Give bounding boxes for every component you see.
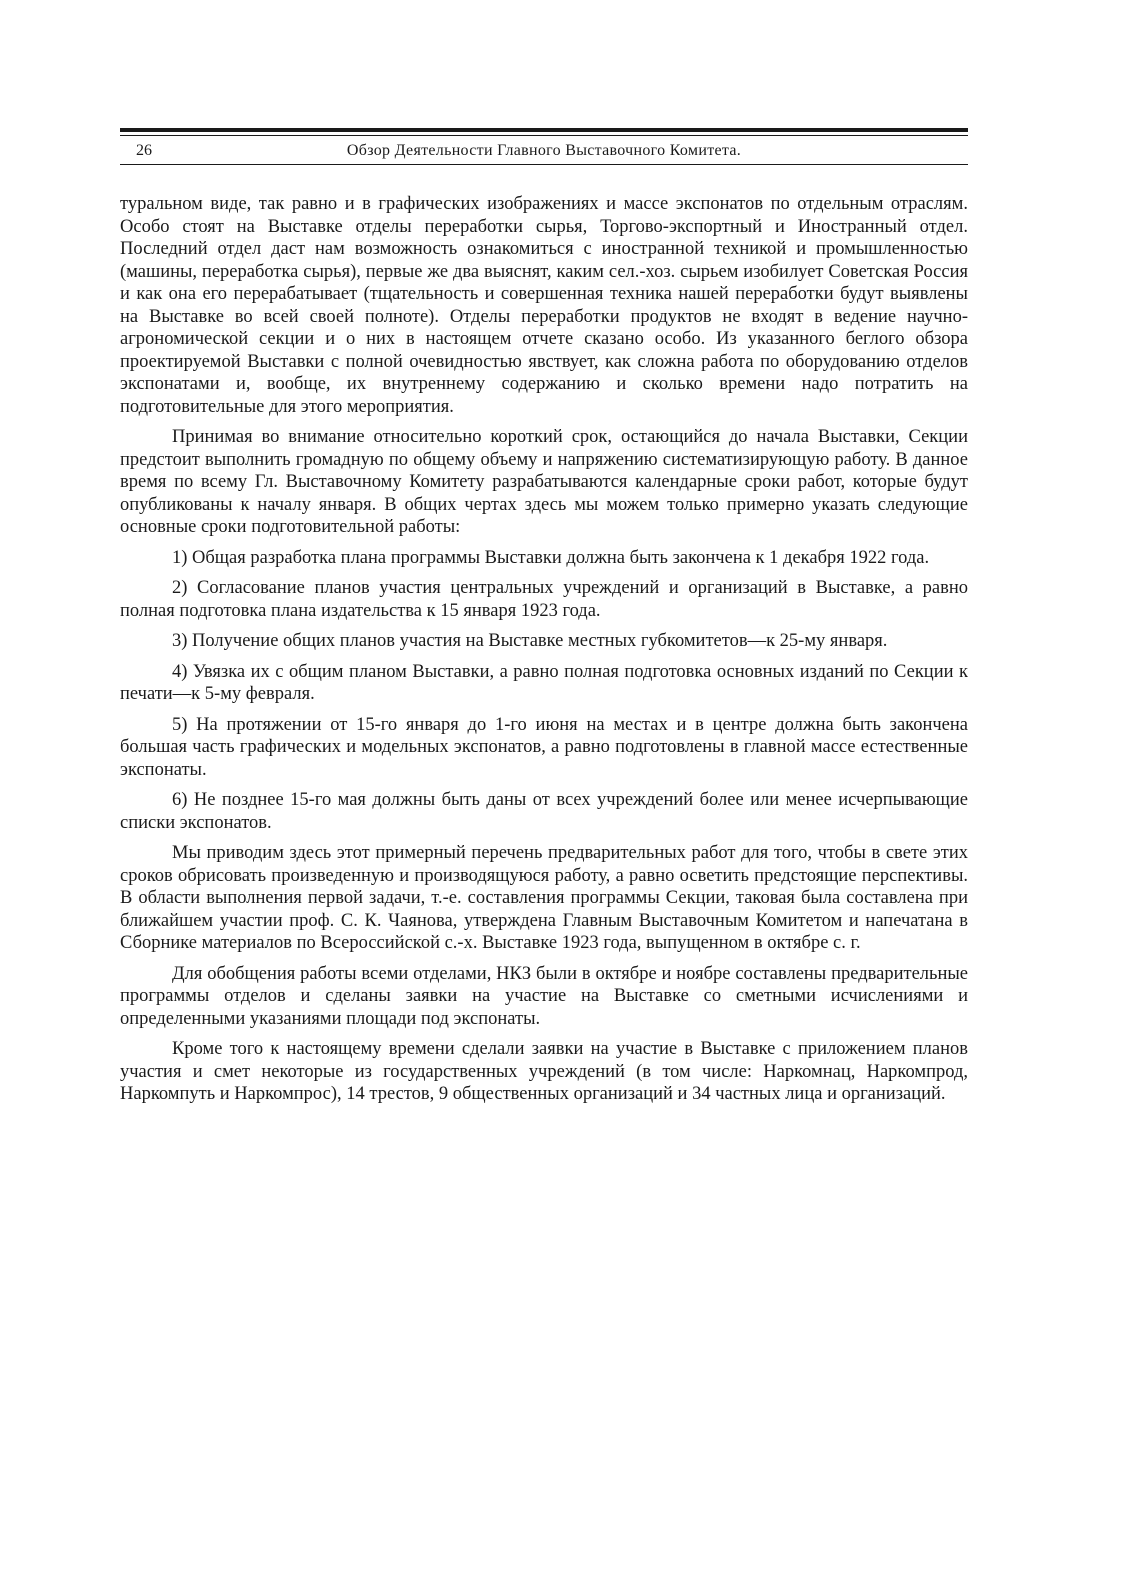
list-item-1: 1) Общая разработка плана программы Выставки должна быть закончена к 1 декабря 1922 года.	[172, 547, 930, 568]
paragraph-continuation: туральном виде, так равно и в графических изображениях и массе экспонатов по отдельным отраслям. Особо стоят на Выставке отделы переработки сырья, Торгово-экспортный и Иностранный отдел. Последний отдел даст нам возможность ознакомиться с иностранной техникой и промышленностью (машины, переработка сырья), первые же два выяснят, каким сел.-хоз. сырьем изобилует Советская Россия и как она его перерабатывает (тщательность и совершенная техника нашей переработки будут выявлены на Выставке во всей своей полноте). Отделы переработки продуктов не входят в ведение научно-агрономической секции и о них в настоящем отчете сказано особо. Из указанного беглого обзора проектируемой Выставки с полной очевидностью явствует, как сложна работа по оборудованию отделов экспонатами и, вообще, их внутреннему содержанию и сколько времени надо потратить на подготовительные для этого мероприятия.	[120, 194, 968, 417]
page-number: 26	[136, 142, 152, 159]
running-title: Обзор Деятельности Главного Выставочного Комитета.	[346, 142, 742, 159]
list-item-6: 6) Не позднее 15-го мая должны быть даны от всех учреждений более или менее исчерпывающие списки экспонатов.	[120, 790, 968, 833]
header-line	[120, 138, 968, 164]
list-item-3: 3) Получение общих планов участия на Выставке местных губкомитетов—к 25-му января.	[172, 631, 888, 651]
list-item-5: 5) На протяжении от 15-го января до 1-го июня на местах и в центре должна быть закончена большая часть графических и модельных экспонатов, а равно подготовлены в главной массе естественные экспонаты.	[120, 714, 968, 780]
paragraph-applications: Кроме того к настоящему времени сделали заявки на участие в Выставке с приложением планов участия и смет некоторые из государственных учреждений (в том числе: Наркомнац, Наркомпрод, Наркомпуть и Наркомпрос), 14 трестов, 9 общественных организаций и 34 частных лица и организаций.	[120, 1039, 968, 1104]
header-rule-under	[120, 164, 968, 165]
list-item-4: 4) Увязка их с общим планом Выставки, а равно полная подготовка основных изданий по Секции к печати—к 5-му февраля.	[120, 661, 968, 704]
header-rule-thick	[120, 128, 968, 132]
paragraph-deadlines-intro: Принимая во внимание относительно короткий срок, остающийся до начала Выставки, Секции предстоит выполнить громадную по общему объему и напряжению систематизирующую работу. В данное время по всему Гл. Выставочному Комитету разрабатываются календарные сроки работ, которые будут опубликованы к началу января. В общих чертах здесь мы можем только примерно указать следующие основные сроки подготовительной работы:	[120, 427, 968, 537]
header-rule-thin	[120, 135, 968, 136]
list-item-2: 2) Согласование планов участия центральных учреждений и организаций в Выставке, а равно полная подготовка плана издательства к 15 января 1923 года.	[120, 578, 968, 621]
page-header	[120, 128, 968, 165]
paragraph-nkz: Для обобщения работы всеми отделами, НКЗ были в октябре и ноябре составлены предварительные программы отделов и сделаны заявки на участие на Выставке со сметными исчислениями и определенными указаниями площади под экспонаты.	[120, 963, 968, 1029]
body-text	[120, 193, 968, 1114]
paragraph-program: Мы приводим здесь этот примерный перечень предварительных работ для того, чтобы в свете этих сроков обрисовать произведенную и производящуюся работу, а равно осветить предстоящие перспективы. В области выполнения первой задачи, т.-е. составления программы Секции, таковая была составлена при ближайшем участии проф. С. К. Чаянова, утверждена Главным Выставочным Комитетом и напечатана в Сборнике материалов по Всероссийской с.-х. Выставке 1923 года, выпущенном в октябре с. г.	[120, 843, 968, 953]
